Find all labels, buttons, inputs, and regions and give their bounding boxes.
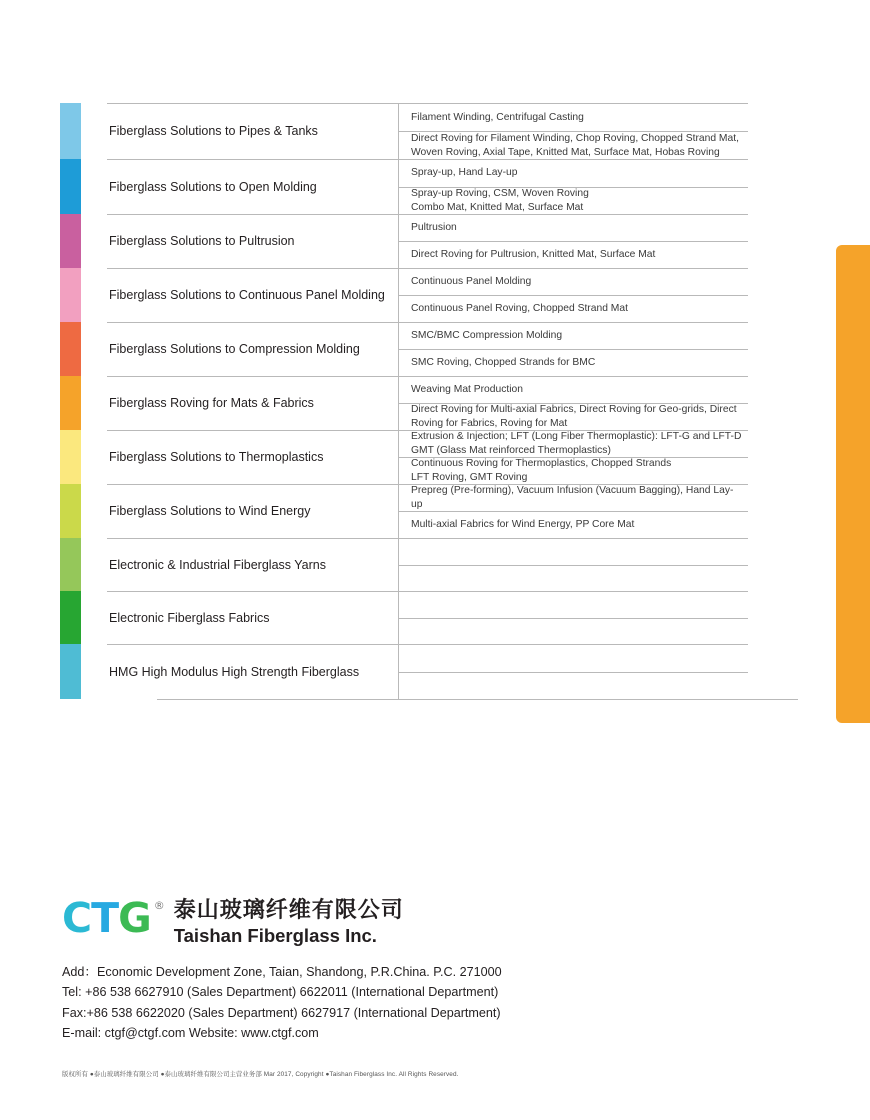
- logo-letter-c: C: [62, 894, 92, 942]
- row-color-swatch: [60, 159, 81, 214]
- copyright-notice: 版权所有 ●泰山玻璃纤维有限公司 ●泰山玻璃纤维有限公司主营业务部 Mar 2017, Copyright ●Taishan Fiberglass Inc. All Rights Reserved.: [62, 1071, 459, 1078]
- color-chip: [60, 268, 81, 322]
- color-chip: [60, 322, 81, 376]
- row-color-swatch: [60, 484, 81, 538]
- company-name-english: Taishan Fiberglass Inc.: [173, 925, 377, 947]
- logo-letter-t: T: [91, 894, 119, 942]
- row-description-cell: Spray-up Roving, CSM, Woven Roving Combo Mat, Knitted Mat, Surface Mat: [399, 187, 748, 215]
- color-chip: [60, 430, 81, 484]
- row-title: Fiberglass Solutions to Continuous Panel Molding: [107, 268, 399, 322]
- row-description-column: [399, 159, 748, 214]
- logo-letter-g: G: [118, 894, 151, 942]
- table-row: [60, 214, 748, 268]
- row-description-column: [399, 376, 748, 430]
- row-color-swatch: [60, 376, 81, 430]
- row-description-column: [399, 214, 748, 268]
- table-row: [60, 322, 748, 376]
- row-description-cell: [399, 618, 748, 645]
- row-description-cell: Continuous Roving for Thermoplastics, Chopped Strands LFT Roving, GMT Roving: [399, 457, 748, 484]
- row-title: HMG High Modulus High Strength Fiberglass: [107, 644, 399, 699]
- row-color-swatch: [60, 322, 81, 376]
- row-description-column: [399, 268, 748, 322]
- contact-tel: Tel: +86 538 6627910 (Sales Department) 6622011 (International Department): [62, 985, 499, 1000]
- row-description-column: [399, 484, 748, 538]
- contact-address: Add：Economic Development Zone, Taian, Shandong, P.R.China. P.C. 271000: [62, 965, 502, 979]
- row-description-column: [399, 644, 748, 699]
- row-title: Fiberglass Roving for Mats & Fabrics: [107, 376, 399, 430]
- table-row: [60, 484, 748, 538]
- row-description-cell: Weaving Mat Production: [399, 376, 748, 403]
- contact-email-website: E-mail: ctgf@ctgf.com Website: www.ctgf.com: [62, 1026, 319, 1041]
- color-chip: [60, 214, 81, 268]
- ctg-logo-mark: [62, 894, 164, 942]
- row-description-cell: Direct Roving for Pultrusion, Knitted Mat, Surface Mat: [399, 241, 748, 268]
- row-description-column: [399, 430, 748, 484]
- table-row: [60, 268, 748, 322]
- row-description-cell: Continuous Panel Roving, Chopped Strand Mat: [399, 295, 748, 322]
- row-description-cell: [399, 565, 748, 592]
- page-side-tab: [836, 245, 870, 723]
- product-solutions-table: [60, 103, 748, 700]
- color-chip: [60, 376, 81, 430]
- row-description-cell: Pultrusion: [399, 214, 748, 241]
- color-chip: [60, 644, 81, 699]
- row-description-cell: Multi-axial Fabrics for Wind Energy, PP Core Mat: [399, 511, 748, 538]
- table-row: [60, 591, 748, 644]
- registered-trademark-icon: ®: [153, 899, 164, 912]
- company-name-block: [174, 898, 404, 946]
- contact-fax: Fax:+86 538 6622020 (Sales Department) 6627917 (International Department): [62, 1005, 501, 1020]
- row-color-swatch: [60, 214, 81, 268]
- row-description-column: [399, 591, 748, 644]
- row-color-swatch: [60, 644, 81, 699]
- row-description-column: [399, 322, 748, 376]
- row-description-cell: [399, 591, 748, 618]
- row-description-cell: SMC Roving, Chopped Strands for BMC: [399, 349, 748, 376]
- row-description-cell: [399, 644, 748, 672]
- row-title: Fiberglass Solutions to Thermoplastics: [107, 430, 399, 484]
- row-description-cell: [399, 538, 748, 565]
- row-description-cell: Direct Roving for Multi-axial Fabrics, Direct Roving for Geo-grids, Direct Roving for Fabrics, Roving for Mat: [399, 403, 748, 430]
- table-bottom-rule: [157, 699, 798, 700]
- row-description-cell: [399, 672, 748, 700]
- row-title: Fiberglass Solutions to Open Molding: [107, 159, 399, 214]
- color-chip: [60, 591, 81, 644]
- row-description-column: [399, 538, 748, 591]
- table-row: [60, 103, 748, 159]
- color-chip: [60, 159, 81, 214]
- company-logo: [62, 894, 404, 947]
- contact-block: [62, 962, 502, 1044]
- table-row: [60, 644, 748, 699]
- row-title: Fiberglass Solutions to Wind Energy: [107, 484, 399, 538]
- color-chip: [60, 484, 81, 538]
- company-name-chinese: 泰山玻璃纤维有限公司: [173, 898, 404, 923]
- row-title: Electronic Fiberglass Fabrics: [107, 591, 399, 644]
- row-description-cell: Filament Winding, Centrifugal Casting: [399, 103, 748, 131]
- table-row: [60, 376, 748, 430]
- color-chip: [60, 538, 81, 591]
- row-color-swatch: [60, 268, 81, 322]
- row-description-cell: SMC/BMC Compression Molding: [399, 322, 748, 349]
- row-description-cell: Spray-up, Hand Lay-up: [399, 159, 748, 187]
- row-color-swatch: [60, 538, 81, 591]
- row-color-swatch: [60, 430, 81, 484]
- table-row: [60, 430, 748, 484]
- row-color-swatch: [60, 103, 81, 159]
- table-row: [60, 159, 748, 214]
- row-title: Fiberglass Solutions to Pultrusion: [107, 214, 399, 268]
- row-description-cell: Extrusion & Injection; LFT (Long Fiber Thermoplastic): LFT-G and LFT-D GMT (Glass Mat reinforced Thermoplastics): [399, 430, 748, 457]
- row-description-cell: Prepreg (Pre-forming), Vacuum Infusion (Vacuum Bagging), Hand Lay-up: [399, 484, 748, 511]
- row-description-cell: Continuous Panel Molding: [399, 268, 748, 295]
- row-title: Fiberglass Solutions to Compression Molding: [107, 322, 399, 376]
- color-chip: [60, 103, 81, 159]
- table-row: [60, 538, 748, 591]
- row-color-swatch: [60, 591, 81, 644]
- row-description-column: [399, 103, 748, 159]
- row-title: Electronic & Industrial Fiberglass Yarns: [107, 538, 399, 591]
- row-title: Fiberglass Solutions to Pipes & Tanks: [107, 103, 399, 159]
- row-description-cell: Direct Roving for Filament Winding, Chop Roving, Chopped Strand Mat, Woven Roving, Axial Tape, Knitted Mat, Surface Mat, Hobas Roving: [399, 131, 748, 159]
